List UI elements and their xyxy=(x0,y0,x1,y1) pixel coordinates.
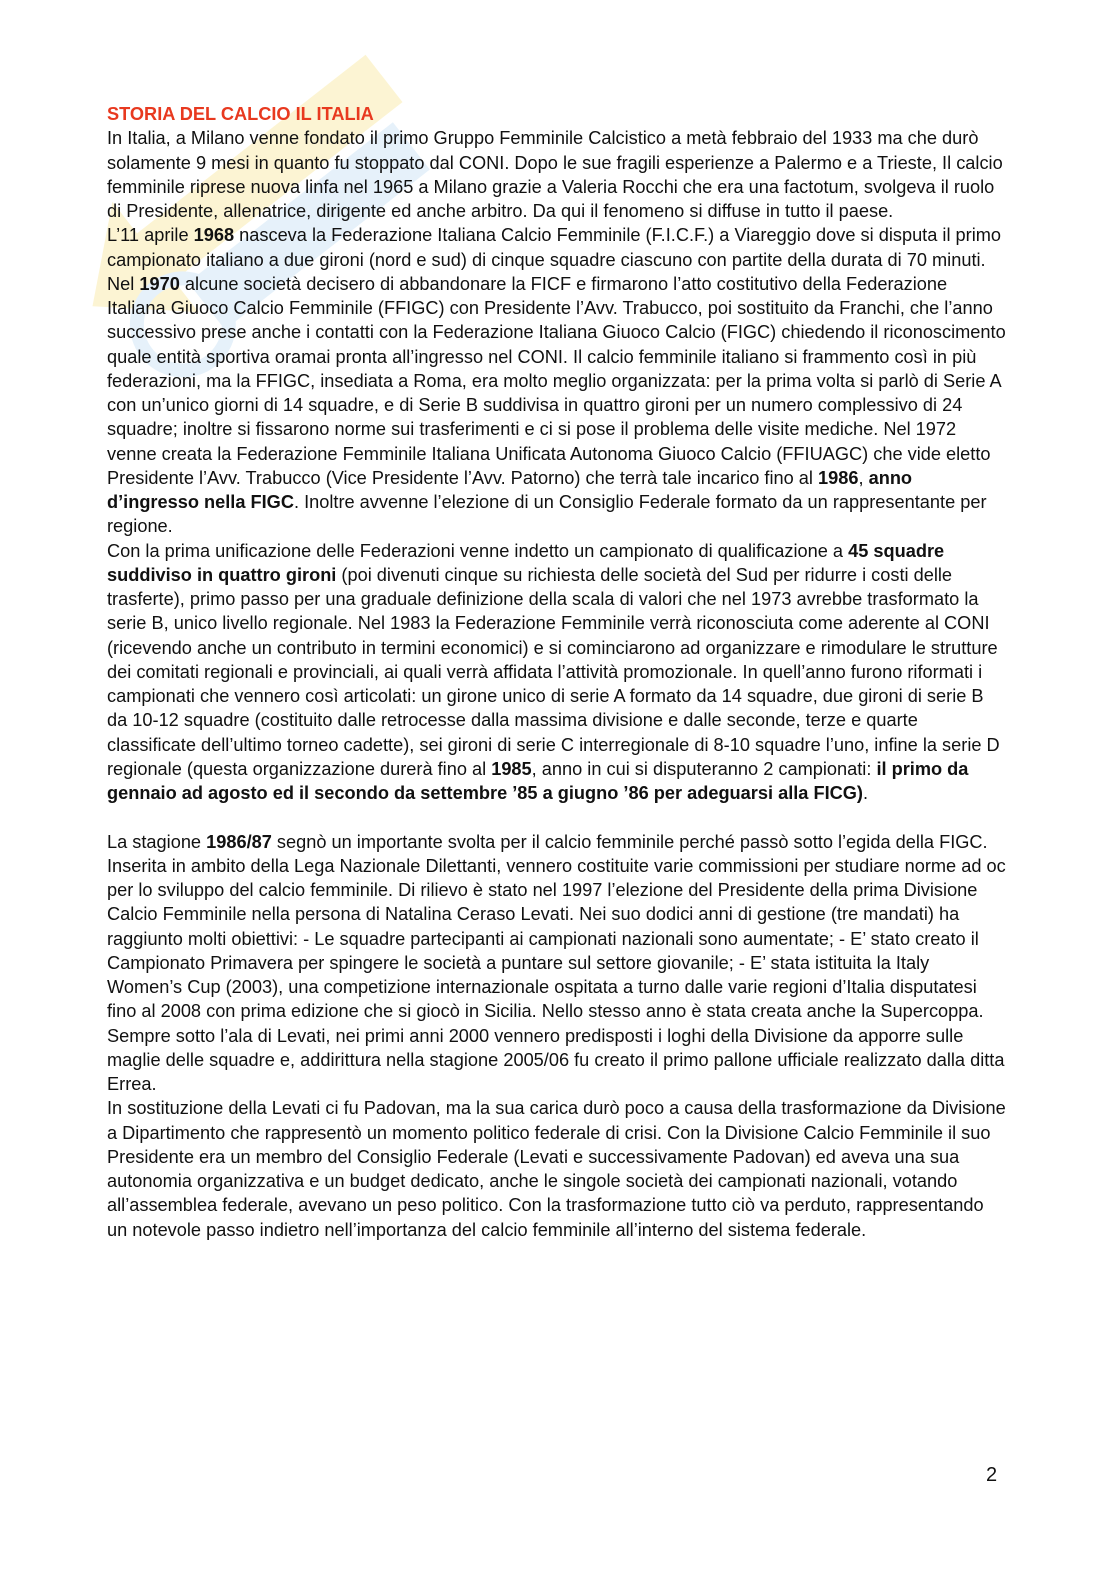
bold-text-run: 45 squadre suddiviso in quattro gironi xyxy=(107,540,945,585)
text-run: nasceva la Federazione Italiana Calcio Femminile (F.I.C.F.) a Viareggio dove si disputa il primo campionato italiano a due gironi (nord e sud) di cinque squadre ciascuno con partite della durata di 70 minuti. xyxy=(107,225,1002,270)
text-run: . Inoltre avvenne l’elezione di un Consiglio Federale formato da un rappresentante per regione. xyxy=(107,492,987,537)
text-run: L’11 aprile xyxy=(107,225,194,246)
text-run: . xyxy=(862,783,869,803)
paragraph-1 xyxy=(107,126,1007,223)
paragraph-spacer xyxy=(107,805,1007,829)
page-number: 2 xyxy=(986,1464,998,1486)
bold-text-run: 1986 xyxy=(818,467,859,488)
bold-text-run: anno d’ingresso nella FIGC xyxy=(107,467,913,512)
paragraph-2 xyxy=(107,223,1007,272)
paragraph-5 xyxy=(107,830,1007,1097)
text-run: La stagione xyxy=(107,831,207,852)
text-run: (poi divenuti cinque su richiesta delle società del Sud per ridurre i costi delle trasferte), primo passo per una graduale definizione della scala di valori che nel 1973 avrebbe trasformato la serie B, unico livello regionale. Nel 1983 la Federazione Femminile verrà riconosciuta come aderente al CONI (ricevendo anche un contributo in termini economici) e si cominciarono ad organizzare e rimodulare le strutture dei comitati regionali e provinciali, ai quali verrà affidata l’attività promozionale. In quell’anno furono riformati i campionati che vennero così articolati: un girone unico di serie A formato da 14 squadre, due gironi di serie B da 10-12 squadre (costituito dalle retrocesse dalla massima divisione e dalle seconde, terze e quarte classificate dell’ultimo torneo cadette), sei gironi di serie C interregionale di 8-10 squadre l’uno, infine la serie D regionale (questa organizzazione durerà fino al xyxy=(107,564,1000,779)
text-run: alcune società decisero di abbandonare la FICF e firmarono l’atto costitutivo della Federazione Italiana Giuoco Calcio Femminile (FFIGC) con Presidente l’Avv. Trabucco, poi sostituito da Franchi, che l’anno successivo prese anche i contatti con la Federazione Italiana Giuoco Calcio (FIGC) chiedendo il riconoscimento quale entità sportiva oramai pronta all’ingresso nel CONI. Il calcio femminile italiano si frammento così in più federazioni, ma la FFIGC, insediata a Roma, era molto meglio organizzata: per la prima volta si parlò di Serie A con un’unico giorni di 14 squadre, e di Serie B suddivisa in quattro gironi per un numero complessivo di 24 squadre; inoltre si fissarono norme sui trasferimenti e ci si pose il problema delle visite mediche. Nel 1972 venne creata la Federazione Femminile Italiana Unificata Autonoma Giuoco Calcio (FFIUAGC) che vide eletto Presidente l’Avv. Trabucco (Vice Presidente l’Avv. Patorno) che terrà tale incarico fino al xyxy=(107,273,1006,488)
text-run: , anno in cui si disputeranno 2 campionati: xyxy=(531,758,877,779)
paragraph-6 xyxy=(107,1096,1007,1242)
paragraph-4 xyxy=(107,539,1007,806)
text-run: segnò un importante svolta per il calcio femminile perché passò sotto l’egida della FIGC. Inserita in ambito della Lega Nazionale Dilettanti, vennero costituite varie commissioni per studiare norme ad oc per lo sviluppo del calcio femminile. Di rilievo è stato nel 1997 l’elezione del Presidente della prima Divisione Calcio Femminile nella persona di Natalina Ceraso Levati. Nei suo dodici anni di gestione (tre mandati) ha raggiunto molti obiettivi: - Le squadre partecipanti ai campionati nazionali sono aumentate; - E’ stato creato il Campionato Primavera per spingere le società a puntare sul settore giovanile; - E’ stata istituita la Italy Women’s Cup (2003), una competizione internazionale ospitata a turno dalle varie regioni d’Italia disputatesi fino al 2008 con prima edizione che si giocò in Sicilia. Nello stesso anno è stata creata anche la Supercoppa. Sempre sotto l’ala di Levati, nei primi anni 2000 vennero predisposti i loghi della Divisione da apporre sulle maglie delle squadre e, addirittura nella stagione 2005/06 fu creato il primo pallone ufficiale realizzato dalla ditta Errea. xyxy=(107,831,1006,1094)
bold-text-run: 1968 xyxy=(193,225,235,246)
document-title: STORIA DEL CALCIO IL ITALIA xyxy=(107,104,374,124)
bold-text-run: 1985 xyxy=(491,758,532,779)
text-run: , xyxy=(858,467,869,488)
bold-text-run: il primo da gennaio ad agosto ed il secondo da settembre ’85 a giugno ’86 per adeguarsi alla FICG) xyxy=(107,758,969,803)
text-run: Nel xyxy=(107,273,140,294)
document-body xyxy=(107,102,1007,1242)
text-run: In Italia, a Milano venne fondato il primo Gruppo Femminile Calcistico a metà febbraio del 1933 ma che durò solamente 9 mesi in quanto fu stoppato dal CONI. Dopo le sue fragili esperienze a Palermo e a Trieste, Il calcio femminile riprese nuova linfa nel 1965 a Milano grazie a Valeria Rocchi che era una factotum, svolgeva il ruolo di Presidente, allenatrice, dirigente ed anche arbitro. Da qui il fenomeno si diffuse in tutto il paese. xyxy=(107,128,1003,221)
bold-text-run: 1970 xyxy=(139,273,180,294)
text-run: In sostituzione della Levati ci fu Padovan, ma la sua carica durò poco a causa della trasformazione da Divisione a Dipartimento che rappresentò un momento politico federale di crisi. Con la Divisione Calcio Femminile il suo Presidente era un membro del Consiglio Federale (Levati e successivamente Padovan) ed aveva una sua autonomia organizzativa e un budget dedicato, anche le singole società dei campionati nazionali, votando all’assemblea federale, avevano un peso politico. Con la trasformazione tutto ciò va perduto, rappresentando un notevole passo indietro nell’importanza del calcio femminile all’interno del sistema federale. xyxy=(107,1098,1006,1240)
bold-text-run: 1986/87 xyxy=(206,831,272,852)
paragraph-3 xyxy=(107,272,1007,539)
text-run: Con la prima unificazione delle Federazioni venne indetto un campionato di qualificazione a xyxy=(107,540,849,561)
